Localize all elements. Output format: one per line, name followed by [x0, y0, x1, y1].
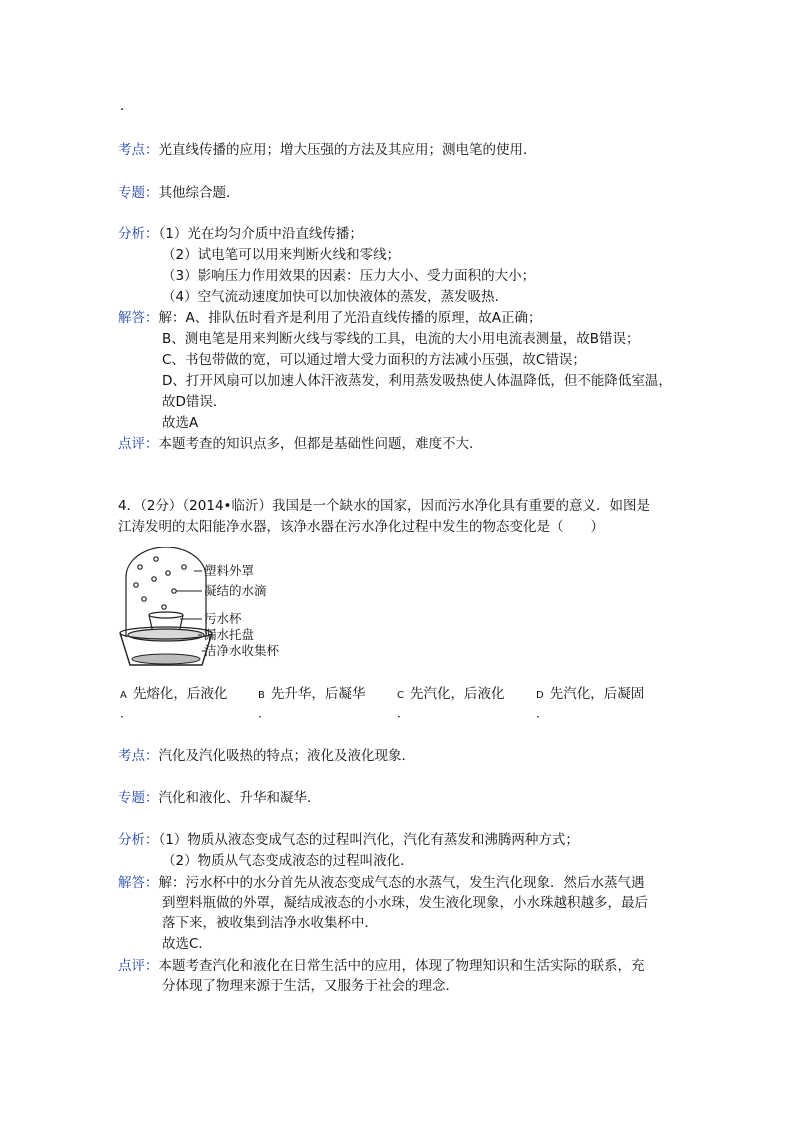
figure-label-dirty-cup: 污水杯 [204, 611, 242, 626]
q3-jieda-label: 解答： [118, 310, 159, 326]
droplets-shape [134, 557, 186, 609]
q3-kaodian-text: 光直线传播的应用；增大压强的方法及其应用；测电笔的使用． [158, 142, 537, 158]
q3-fenxi-text-4: （4）空气流动速度加快可以加快液体的蒸发，蒸发吸热． [162, 289, 509, 305]
option-c-text: 先汽化，后液化 [409, 686, 505, 702]
q4-stem-line-1: 4．（2分）（2014•临沂）我国是一个缺水的国家，因而污水净化具有重要的意义．如图是 [118, 498, 650, 514]
q4-fenxi-text-2: （2）物质从气态变成液态的过程叫液化． [162, 853, 414, 869]
q4-jieda-text-1: 解：污水杯中的水分首先从液态变成气态的水蒸气，发生汽化现象．然后水蒸气遇 [158, 875, 645, 891]
q3-zhuanti-label: 专题： [118, 185, 159, 201]
q4-kaodian-label: 考点： [118, 748, 159, 764]
q4-fenxi-text-1: （1）物质从液态变成气态的过程叫汽化，汽化有蒸发和沸腾两种方式； [158, 832, 579, 848]
option-a-key: A [120, 690, 127, 701]
q4-fenxi-label: 分析： [118, 832, 159, 848]
q3-jieda-line-1 [118, 308, 541, 328]
top-dot: ． [120, 98, 134, 114]
q3-jieda-text-3: C、书包带做的宽，可以通过增大受力面积的方法减小压强，故C错误； [162, 352, 586, 368]
option-a-text: 先熔化，后液化 [132, 686, 228, 702]
q4-zhuanti-label: 专题： [118, 790, 159, 806]
q3-dianping-line [118, 434, 483, 454]
q4-zhuanti-line [118, 788, 321, 808]
solar-water-purifier-figure [118, 547, 318, 671]
q4-jieda-label: 解答： [118, 875, 159, 891]
q3-dianping-label: 点评： [118, 436, 159, 452]
figure-label-collection-cup: 洁净水收集杯 [204, 643, 280, 658]
figure-label-droplets: 凝结的水滴 [204, 583, 267, 598]
q4-dianping-text-1: 本题考查汽化和液化在日常生活中的应用，体现了物理知识和生活实际的联系，充 [158, 958, 645, 974]
q3-kaodian-label: 考点： [118, 142, 159, 158]
option-c-dot: ． [397, 706, 410, 720]
q4-dianping-line-1 [118, 956, 645, 976]
option-d-text: 先汽化，后凝固 [549, 686, 645, 702]
q4-kaodian-line [118, 746, 415, 766]
q4-kaodian-text: 汽化及汽化吸热的特点；液化及液化现象． [158, 748, 415, 764]
q4-jieda-text-3: 落下来，被收集到洁净水收集杯中． [162, 915, 378, 931]
q3-zhuanti-text: 其他综合题． [158, 185, 240, 201]
q3-fenxi-label: 分析： [118, 226, 159, 242]
q4-dianping-text-2: 分体现了物理来源于生活，又服务于社会的理念． [162, 978, 459, 994]
option-a[interactable] [120, 684, 227, 706]
figure-label-tray: 漏水托盘 [204, 627, 255, 642]
q4-stem-line-2: 江涛发明的太阳能净水器，该净水器在污水净化过程中发生的物态变化是（ ） [118, 519, 604, 535]
q3-jieda-text-6: 故选A [162, 415, 199, 431]
q4-jieda-text-2: 到塑料瓶做的外罩，凝结成液态的小水珠，发生液化现象，小水珠越积越多，最后 [162, 895, 648, 911]
option-d-key: D [536, 690, 544, 701]
option-b-dot: ． [258, 706, 271, 720]
option-c-key: C [397, 690, 404, 701]
q3-fenxi-text-2: （2）试电笔可以用来判断火线和零线； [162, 247, 401, 263]
q3-fenxi-text-1: （1）光在均匀介质中沿直线传播； [158, 226, 363, 242]
q4-fenxi-line-1 [118, 830, 579, 850]
figure-label-cover: 塑料外罩 [204, 563, 255, 578]
q3-jieda-text-5: 故D错误． [162, 394, 227, 410]
q3-zhuanti-line [118, 183, 240, 203]
option-d[interactable] [536, 684, 644, 706]
option-b-text: 先升华，后凝华 [270, 686, 366, 702]
option-b-key: B [258, 690, 265, 701]
q3-fenxi-text-3: （3）影响压力作用效果的因素：压力大小、受力面积的大小； [162, 268, 536, 284]
q3-kaodian-line [118, 140, 537, 160]
option-c[interactable] [397, 684, 504, 706]
option-a-dot: ． [120, 706, 133, 720]
q3-jieda-text-1: 解：A、排队伍时看齐是利用了光沿直线传播的原理，故A正确； [158, 310, 542, 326]
option-b[interactable] [258, 684, 365, 706]
q3-jieda-text-2: B、测电笔是用来判断火线与零线的工具，电流的大小用电流表测量，故B错误； [162, 331, 640, 347]
plastic-cover-shape [126, 547, 206, 637]
q4-zhuanti-text: 汽化和液化、升华和凝华． [158, 790, 321, 806]
option-d-dot: ． [536, 706, 549, 720]
q3-fenxi-line-1 [118, 224, 363, 244]
q4-dianping-label: 点评： [118, 958, 159, 974]
q4-jieda-line-1 [118, 873, 645, 893]
q3-jieda-text-4: D、打开风扇可以加速人体汗液蒸发，利用蒸发吸热使人体温降低，但不能降低室温， [162, 373, 672, 389]
q3-dianping-text: 本题考查的知识点多，但都是基础性问题，难度不大． [158, 436, 483, 452]
q4-jieda-text-4: 故选C． [162, 936, 212, 952]
